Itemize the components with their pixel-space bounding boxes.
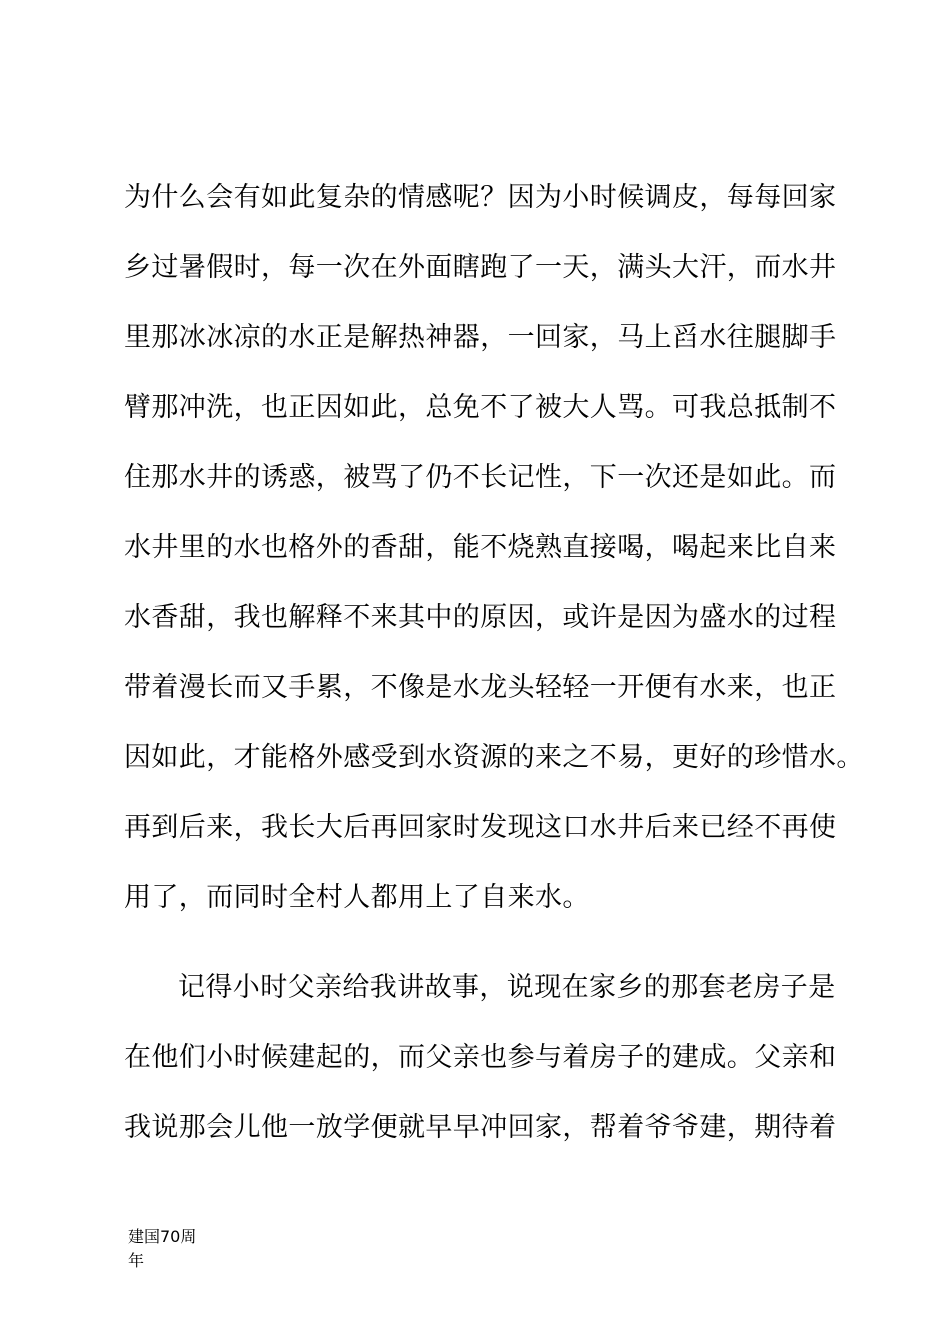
paragraph-1	[124, 170, 864, 940]
body-text	[124, 170, 864, 1170]
text-line: 为什么会有如此复杂的情感呢？因为小时候调皮，每每回家	[124, 182, 837, 213]
paragraph-gap	[124, 940, 864, 960]
text-line: 水香甜，我也解释不来其中的原因，或许是因为盛水的过程	[124, 602, 837, 633]
text-line: 里那冰冰凉的水正是解热神器，一回家，马上舀水往腿脚手	[124, 322, 837, 353]
footer-note	[128, 1225, 228, 1273]
text-line: 带着漫长而又手累，不像是水龙头轻轻一开便有水来，也正	[124, 672, 837, 703]
text-line: 我说那会儿他一放学便就早早冲回家，帮着爷爷建，期待着	[124, 1112, 837, 1143]
text-line: 用了，而同时全村人都用上了自来水。	[124, 882, 590, 913]
text-line: 因如此，才能格外感受到水资源的来之不易，更好的珍惜水。	[124, 742, 864, 773]
text-line: 乡过暑假时，每一次在外面瞎跑了一天，满头大汗，而水井	[124, 252, 837, 283]
text-line: 水井里的水也格外的香甜，能不烧熟直接喝，喝起来比自来	[124, 532, 837, 563]
text-line: 住那水井的诱惑，被骂了仍不长记性，下一次还是如此。而	[124, 462, 837, 493]
paragraph-2	[124, 960, 864, 1170]
text-line: 再到后来，我长大后再回家时发现这口水井后来已经不再使	[124, 812, 837, 843]
footer-line-2: 年	[128, 1251, 145, 1270]
text-line: 记得小时父亲给我讲故事，说现在家乡的那套老房子是	[178, 972, 836, 1003]
footer-line-1: 建国70周	[128, 1227, 197, 1246]
text-line: 臂那冲洗，也正因如此，总免不了被大人骂。可我总抵制不	[124, 392, 837, 423]
text-line: 在他们小时候建起的，而父亲也参与着房子的建成。父亲和	[124, 1042, 837, 1073]
